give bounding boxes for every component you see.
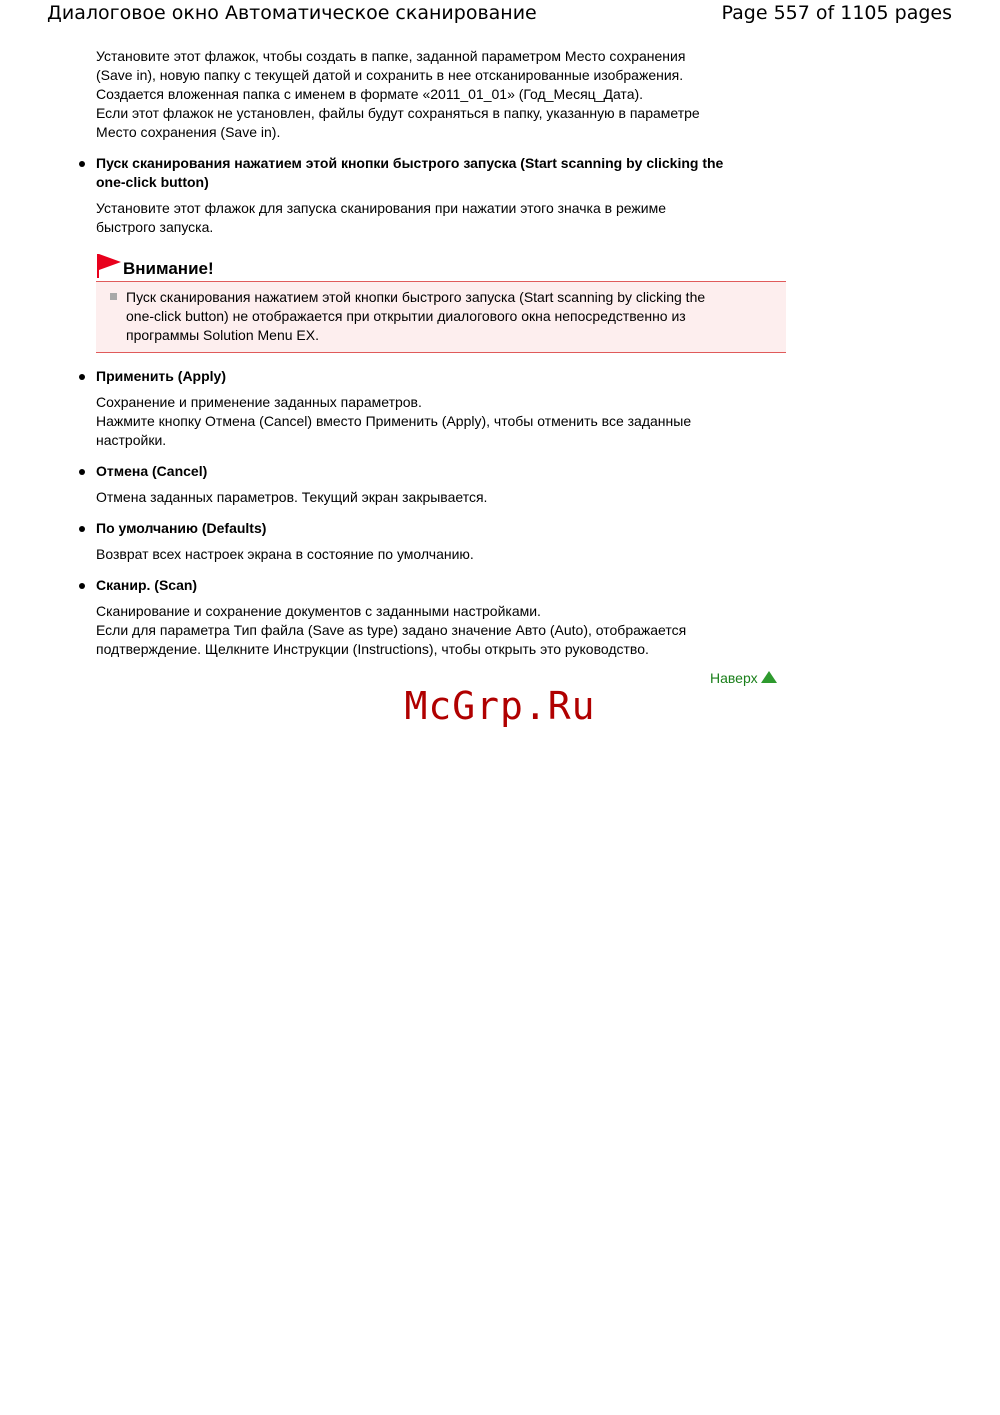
bullet-icon [79,583,85,589]
list-item-description [96,545,786,564]
desc-line: Отмена заданных параметров. Текущий экран закрывается. [96,489,488,505]
red-flag-icon [96,253,122,279]
list-item-cancel [96,462,786,507]
up-arrow-icon [761,671,777,683]
watermark: McGrp.Ru [404,684,596,728]
desc-line: Сохранение и применение заданных параметров. [96,394,422,410]
desc-line: настройки. [96,432,167,448]
list-item-description [96,602,786,659]
list-item-scan [96,576,786,659]
note-header [96,253,786,281]
list-item-title: Применить (Apply) [96,368,226,384]
intro-paragraph [96,47,786,142]
back-to-top-label: Наверх [710,670,758,686]
desc-line: Установите этот флажок для запуска сканирования при нажатии этого значка в режиме [96,200,666,216]
desc-line: быстрого запуска. [96,219,214,235]
note-line: Пуск сканирования нажатием этой кнопки быстрого запуска (Start scanning by clicking the [126,289,706,305]
list-item-one-click-scan [96,154,786,237]
list-item-apply [96,367,786,450]
list-item-description [96,488,786,507]
note-line: программы Solution Menu EX. [126,327,319,343]
list-item-title: Отмена (Cancel) [96,463,208,479]
square-bullet-icon [110,293,117,300]
list-item-description [96,393,786,450]
desc-line: Сканирование и сохранение документов с заданными настройками. [96,603,541,619]
intro-line: Если этот флажок не установлен, файлы будут сохраняться в папку, указанную в параметре [96,105,700,121]
list-item-title: Сканир. (Scan) [96,577,198,593]
desc-line: подтверждение. Щелкните Инструкции (Instructions), чтобы открыть это руководство. [96,641,649,657]
desc-line: Возврат всех настроек экрана в состояние по умолчанию. [96,546,474,562]
desc-line: Нажмите кнопку Отмена (Cancel) вместо Применить (Apply), чтобы отменить все заданные [96,413,692,429]
main-content [96,47,786,659]
note-title: Внимание! [123,259,214,278]
bullet-icon [79,469,85,475]
note-box [96,281,786,353]
desc-line: Если для параметра Тип файла (Save as type) задано значение Авто (Auto), отображается [96,622,687,638]
note-line: one-click button) не отображается при открытии диалогового окна непосредственно из [126,308,686,324]
intro-line: (Save in), новую папку с текущей датой и сохранить в нее отсканированные изображения. [96,67,684,83]
page-header-title: Диалоговое окно Автоматическое сканирование [47,2,537,24]
bullet-icon [79,374,85,380]
intro-line: Установите этот флажок, чтобы создать в папке, заданной параметром Место сохранения [96,48,686,64]
list-item-title: По умолчанию (Defaults) [96,520,267,536]
bullet-icon [79,526,85,532]
page-number: Page 557 of 1105 pages [721,2,952,24]
bullet-icon [79,161,85,167]
list-item-title [96,154,786,192]
list-item-defaults [96,519,786,564]
intro-line: Место сохранения (Save in). [96,124,281,140]
list-item-description [96,199,786,237]
intro-line: Создается вложенная папка с именем в формате «2011_01_01» (Год_Месяц_Дата). [96,86,644,102]
title-line: Пуск сканирования нажатием этой кнопки быстрого запуска (Start scanning by clicking the [96,155,724,171]
title-line: one-click button) [96,174,209,190]
